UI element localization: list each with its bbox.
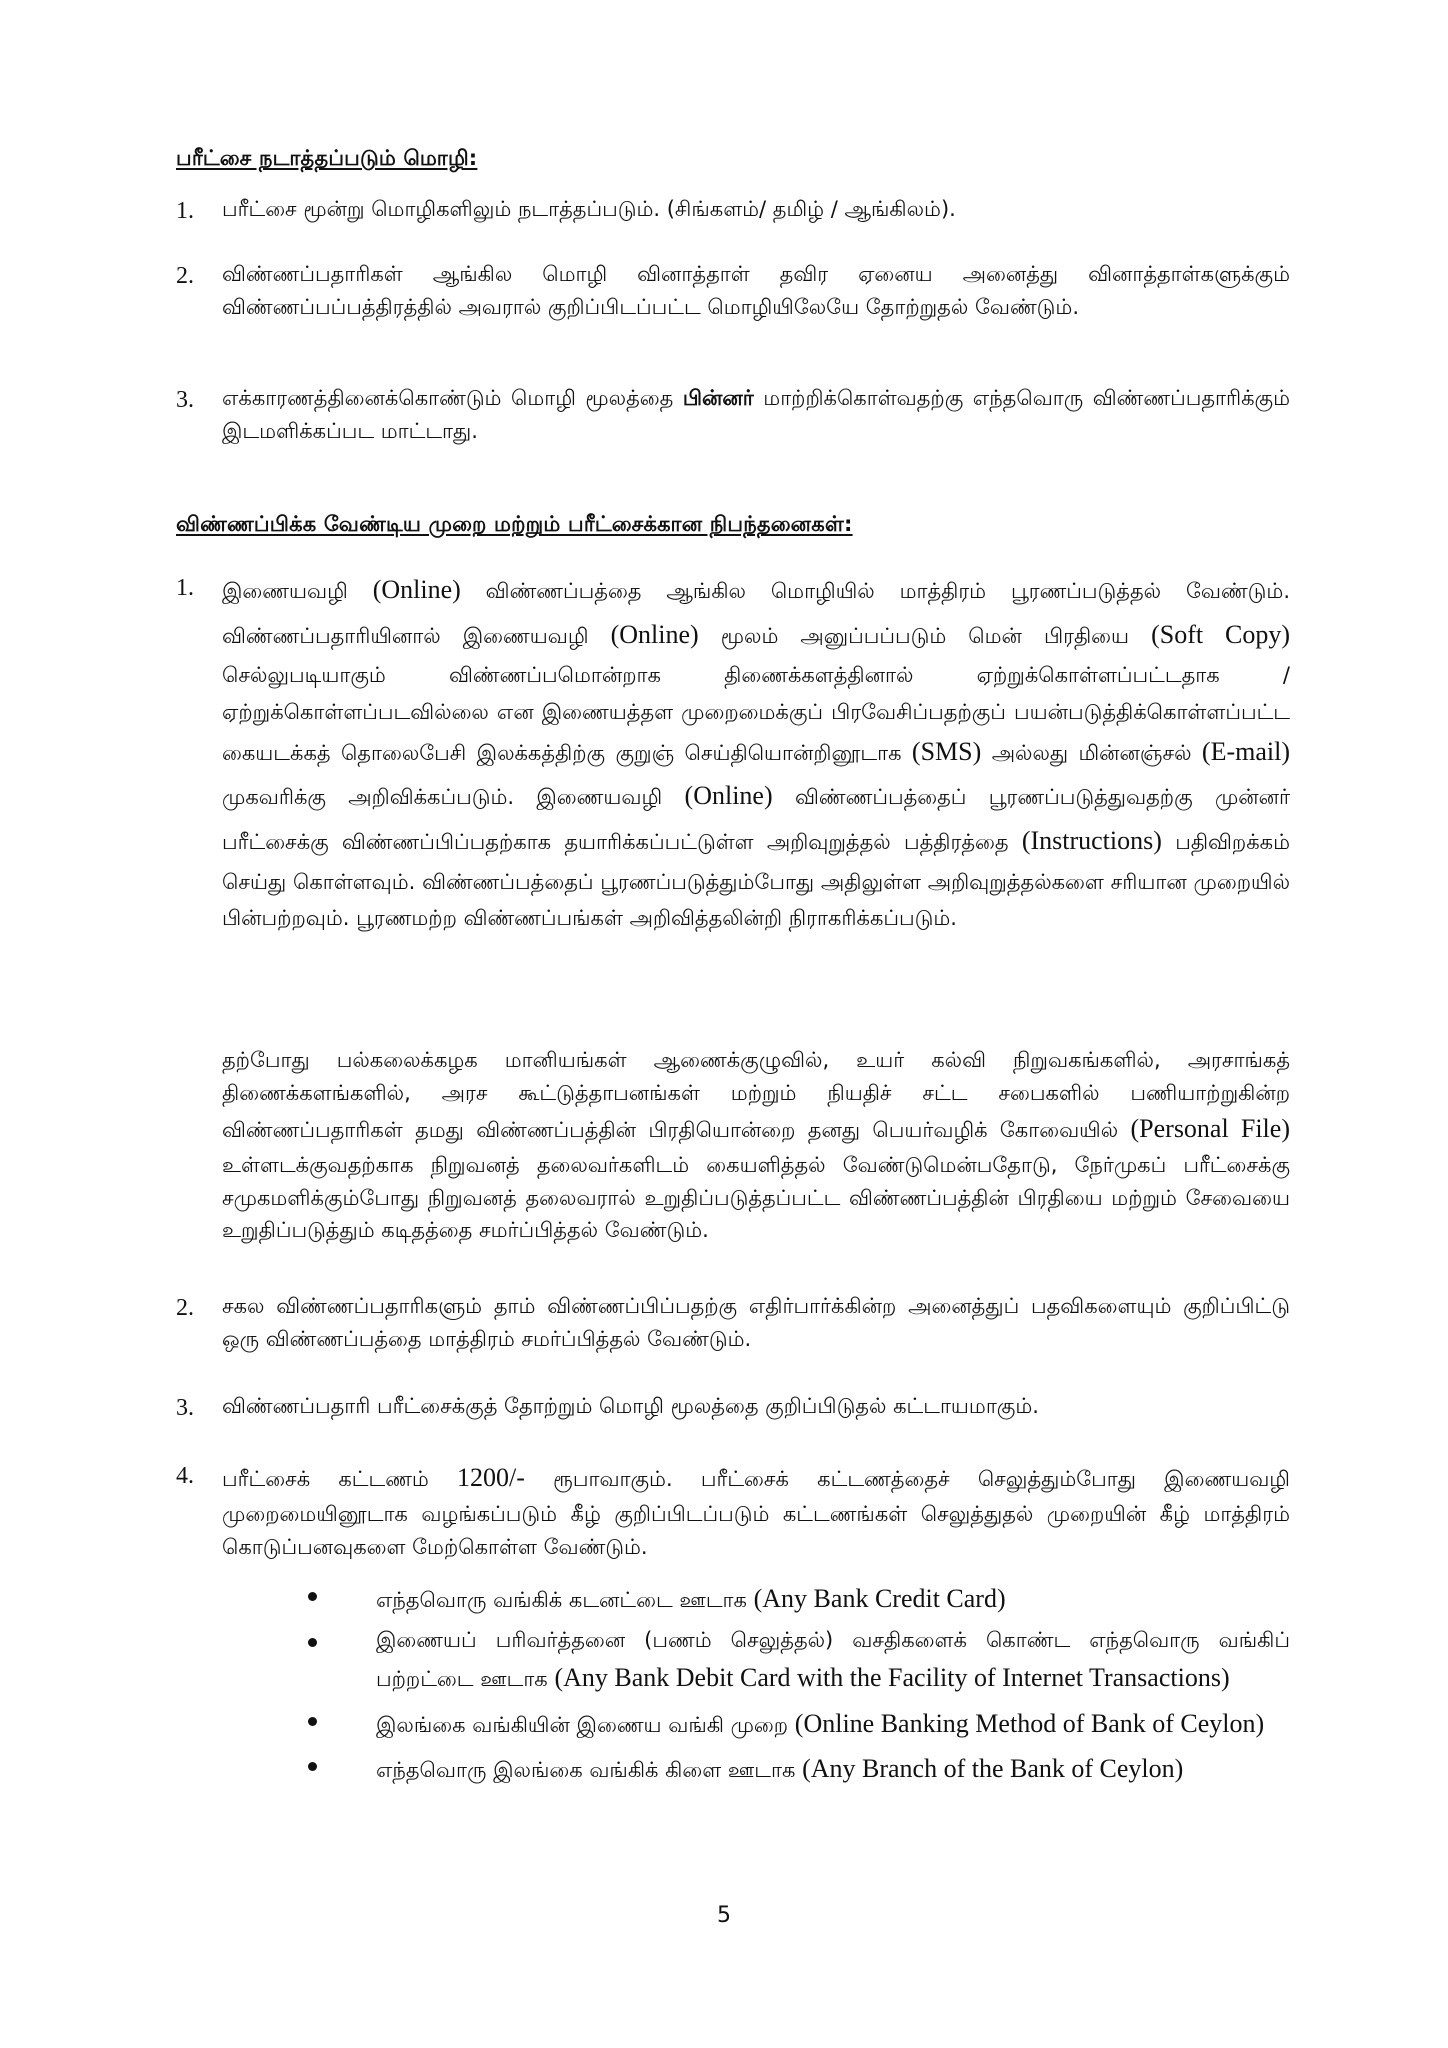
bullet-item — [300, 1748, 1290, 1790]
english-term: (Soft Copy) — [1151, 619, 1290, 649]
text-segment: எந்தவொரு இலங்கை வங்கிக் கிளை ஊடாக — [376, 1758, 796, 1783]
paragraph-government-employees — [222, 1044, 1290, 1247]
section-heading-exam-language: பரீட்சை நடாத்தப்படும் மொழி: — [176, 146, 478, 170]
list-text: பரீட்சை மூன்று மொழிகளிலும் நடாத்தப்படும். (சிங்களம்/ தமிழ் / ஆங்கிலம்). — [222, 197, 956, 221]
text-segment: உள்ளடக்குவதற்காக நிறுவனத் தலைவர்களிடம் கையளித்தல் வேண்டுமென்பதோடு, நேர்முகப் பரீட்சைக்கு சமுகமளிக்கும்போது நிறுவனத் தலைவரால் உறுதிப்படுத்தப்பட்ட விண்ணப்பத்தின் பிரதியை மற்றும் சேவையை உறுதிப்படுத்தும் கடிதத்தை சமர்ப்பித்தல் வேண்டும். — [222, 1153, 1290, 1243]
list-number: 2. — [176, 1295, 194, 1321]
list-text: விண்ணப்பதாரிகள் ஆங்கில மொழி வினாத்தாள் தவிர ஏனைய அனைத்து வினாத்தாள்களுக்கும் விண்ணப்பப்பத்திரத்தில் அவரால் குறிப்பிடப்பட்ட மொழியிலேயே தோற்றுதல் வேண்டும். — [222, 262, 1290, 319]
list-number: 4. — [176, 1463, 194, 1489]
bullet-item — [300, 1703, 1290, 1745]
list-item — [176, 258, 1290, 323]
bullet-icon — [308, 1717, 317, 1726]
list-item — [176, 1390, 1290, 1423]
english-term: (Online) — [372, 575, 461, 604]
text-segment: இலங்கை வங்கியின் இணைய வங்கி முறை — [376, 1712, 789, 1737]
text-segment: தற்போது பல்கலைக்கழக மானியங்கள் ஆணைக்குழுவில், உயர் கல்வி நிறுவகங்களில், அரசாங்கத் திணைக்களங்களில், அரச கூட்டுத்தாபனங்கள் மற்றும் நியதிச் சட்ட சபைகளில் பணியாற்றுகின்ற விண்ணப்பதாரிகள் தமது விண்ணப்பத்தின் பிரதியொன்றை தனது பெயர்வழிக் கோவையில் — [222, 1048, 1290, 1143]
list-item — [176, 1458, 1290, 1563]
english-term: (SMS) — [911, 736, 982, 766]
english-term: (Any Branch of the Bank of Ceylon) — [802, 1754, 1184, 1784]
list-text — [222, 382, 1290, 447]
text-segment: இணையவழி — [222, 579, 348, 603]
list-number: 3. — [176, 387, 194, 413]
text-segment: விண்ணப்பத்தைப் பூரணப்படுத்துவதற்கு முன்னர் பரீட்சைக்கு விண்ணப்பிப்பதற்காக தயாரிக்கப்பட்டுள்ள அறிவுறுத்தல் பத்திரத்தை — [222, 785, 1290, 855]
bullet-icon — [308, 1592, 317, 1601]
english-term: (Any Bank Credit Card) — [753, 1584, 1006, 1613]
bullet-icon — [308, 1762, 317, 1771]
list-text: விண்ணப்பதாரி பரீட்சைக்குத் தோற்றும் மொழி மூலத்தை குறிப்பிடுதல் கட்டாயமாகும். — [222, 1394, 1039, 1418]
list-number: 3. — [176, 1395, 194, 1421]
list-number: 1. — [176, 198, 194, 224]
text-segment: இணையப் பரிவர்த்தனை (பணம் செலுத்தல்) வசதிகளைக் கொண்ட எந்தவொரு வங்கிப் பற்றட்டை ஊடாக — [376, 1627, 1290, 1692]
text-segment: விண்ணப்பத்தை ஆங்கில மொழியில் மாத்திரம் பூரணப்படுத்தல் வேண்டும். விண்ணப்பதாரியினால் இணையவழி — [222, 579, 1290, 648]
emphasis-text: பின்னர் — [682, 386, 754, 410]
list-item — [176, 382, 1290, 447]
list-text: சகல விண்ணப்பதாரிகளும் தாம் விண்ணப்பிப்பதற்கு எதிர்பார்க்கின்ற அனைத்துப் பதவிகளையும் குறிப்பிட்டு ஒரு விண்ணப்பத்தை மாத்திரம் சமர்ப்பித்தல் வேண்டும். — [222, 1294, 1290, 1351]
list-item — [176, 1290, 1290, 1355]
list-item — [176, 193, 1290, 226]
text-segment: பதிவிறக்கம் செய்து கொள்ளவும். விண்ணப்பத்தைப் பூரணப்படுத்தும்போது அதிலுள்ள அறிவுறுத்தல்களை சரியான முறையில் பின்பற்றவும். பூரணமற்ற விண்ணப்பங்கள் அறிவித்தலின்றி நிராகரிக்கப்படும். — [222, 830, 1290, 930]
english-term: (Online) — [684, 781, 773, 811]
list-number: 1. — [176, 575, 194, 601]
page-number: 5 — [717, 1903, 731, 1928]
english-term: (Any Bank Debit Card with the Facility of Internet Transactions) — [554, 1663, 1230, 1693]
section-heading-application-conditions: விண்ணப்பிக்க வேண்டிய முறை மற்றும் பரீட்சைக்கான நிபந்தனைகள்: — [176, 512, 853, 536]
list-text — [222, 1458, 1290, 1563]
bullet-item — [300, 1578, 1290, 1620]
text-segment: அல்லது மின்னஞ்சல் — [991, 740, 1192, 765]
exam-fee: 1200/- — [457, 1463, 525, 1492]
list-number: 2. — [176, 263, 194, 289]
english-term: (Personal File) — [1130, 1114, 1290, 1144]
bullet-icon — [308, 1638, 317, 1647]
english-term: (E-mail) — [1201, 736, 1290, 766]
list-text — [222, 568, 1290, 936]
bullet-item — [300, 1624, 1290, 1699]
text-segment: எக்காரணத்தினைக்கொண்டும் மொழி மூலத்தை — [222, 386, 674, 410]
text-segment: செல்லுபடியாகும் விண்ணப்பமொன்றாக திணைக்களத்தினால் ஏற்றுக்கொள்ளப்பட்டதாக / ஏற்றுக்கொள்ளப்படவில்லை என இணையத்தள முறைமைக்குப் பிரவேசிப்பதற்குப் பயன்படுத்திக்கொள்ளப்பட்ட கையடக்கத் தொலைபேசி இலக்கத்திற்கு குறுஞ் செய்தியொன்றினூடாக — [222, 663, 1290, 765]
list-item — [176, 568, 1290, 936]
english-term: (Online Banking Method of Bank of Ceylon) — [794, 1708, 1265, 1738]
text-segment: முகவரிக்கு அறிவிக்கப்படும். இணையவழி — [222, 785, 663, 810]
english-term: (Online) — [610, 619, 699, 649]
text-segment: மூலம் அனுப்பப்படும் மென் பிரதியை — [720, 623, 1130, 648]
text-segment: பரீட்சைக் கட்டணம் — [222, 1467, 429, 1491]
text-segment: ரூபாவாகும். பரீட்சைக் கட்டணத்தைச் செலுத்தும்போது இணையவழி முறைமையினூடாக வழங்கப்படும் கீழ் குறிப்பிடப்படும் கட்டணங்கள் செலுத்துதல் முறையின் கீழ் மாத்திரம் கொடுப்பனவுகளை மேற்கொள்ள வேண்டும். — [222, 1467, 1290, 1559]
text-segment: மாற்றிக்கொள்வதற்கு எந்தவொரு விண்ணப்பதாரிக்கும் இடமளிக்கப்பட மாட்டாது. — [222, 386, 1290, 443]
payment-methods-list — [300, 1578, 1290, 1794]
english-term: (Instructions) — [1021, 826, 1162, 856]
text-segment: எந்தவொரு வங்கிக் கடனட்டை ஊடாக — [376, 1588, 747, 1612]
